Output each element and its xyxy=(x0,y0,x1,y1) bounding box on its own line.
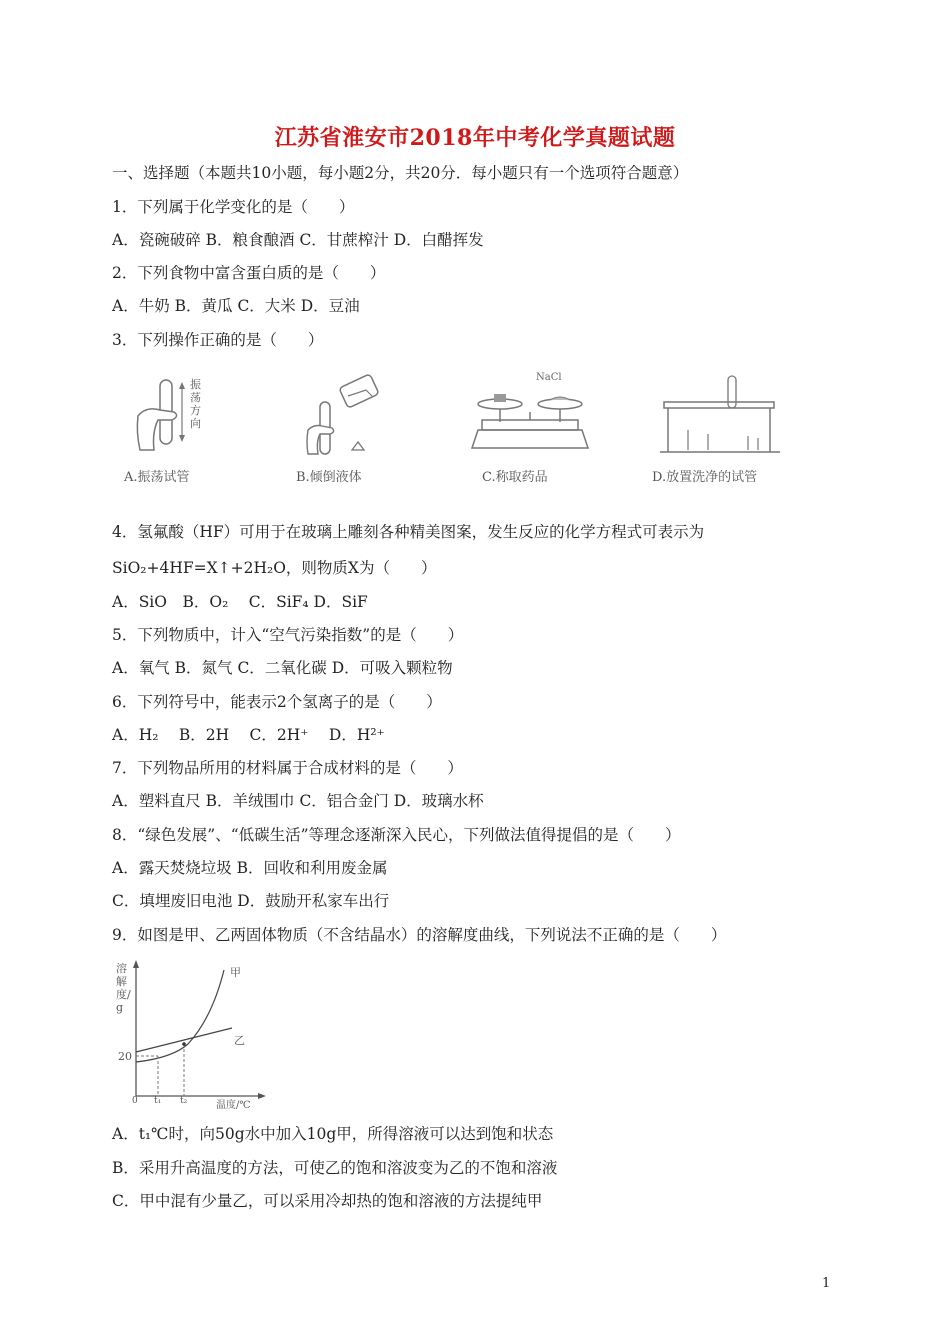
page-title: 江苏省淮安市2018年中考化学真题试题 xyxy=(274,125,676,151)
question-7-options: A．塑料直尺 B．羊绒围巾 C．铝合金门 D．玻璃水杯 xyxy=(112,792,484,810)
question-9-option-b: B．采用升高温度的方法，可使乙的饱和溶波变为乙的不饱和溶液 xyxy=(112,1159,558,1177)
x-tick-t2: t₂ xyxy=(180,1096,188,1106)
x-axis-arrow xyxy=(258,1093,266,1099)
question-1-options: A．瓷碗破碎 B．粮食酿酒 C．甘蔗榨汁 D．白醋挥发 xyxy=(112,231,484,249)
question-3-figures xyxy=(120,372,800,490)
figure-d-caption: D.放置洗净的试管 xyxy=(652,470,758,485)
question-9: 9．如图是甲、乙两固体物质（不含结晶水）的溶解度曲线，下列说法不正确的是（ ） xyxy=(112,926,727,944)
question-7: 7．下列物品所用的材料属于合成材料的是（ ） xyxy=(112,759,463,777)
question-6: 6．下列符号中，能表示2个氢离子的是（ ） xyxy=(112,693,442,711)
question-8-options-cd: C．填埋废旧电池 D．鼓励开私家车出行 xyxy=(112,892,390,910)
series-yi-label: 乙 xyxy=(234,1034,245,1047)
question-1: 1．下列属于化学变化的是（ ） xyxy=(112,198,355,216)
figure-a-caption: A.振荡试管 xyxy=(124,470,190,485)
question-3: 3．下列操作正确的是（ ） xyxy=(112,331,324,349)
figure-c-balance xyxy=(460,372,600,490)
curve-yi xyxy=(136,1028,232,1052)
x-axis-label: 温度/℃ xyxy=(216,1100,251,1111)
x-tick-t1: t₁ xyxy=(154,1096,162,1106)
question-2: 2．下列食物中富含蛋白质的是（ ） xyxy=(112,264,386,282)
figure-a-shake-tube xyxy=(120,372,240,490)
question-5: 5．下列物质中，计入“空气污染指数”的是（ ） xyxy=(112,626,464,644)
question-8-options-ab: A．露天焚烧垃圾 B．回收和利用废金属 xyxy=(112,859,388,877)
question-8: 8．“绿色发展”、“低碳生活”等理念逐渐深入民心，下列做法值得提倡的是（ ） xyxy=(112,826,681,844)
solubility-graph-svg xyxy=(112,956,272,1110)
y-axis-arrow xyxy=(133,960,139,968)
question-2-options: A．牛奶 B．黄瓜 C．大米 D．豆油 xyxy=(112,297,360,315)
figure-d-tube-rack xyxy=(648,372,798,490)
solubility-graph xyxy=(112,956,272,1110)
question-6-options: A．H₂ B．2H C．2H⁺ D．H²⁺ xyxy=(112,726,385,744)
y-tick-20: 20 xyxy=(118,1050,132,1063)
nacl-label: NaCl xyxy=(536,372,562,383)
page-number: 1 xyxy=(822,1276,831,1291)
figure-b-caption: B.倾倒液体 xyxy=(296,470,362,485)
y-axis-label: 溶解度/g xyxy=(116,962,131,1014)
question-5-options: A．氧气 B．氮气 C．二氧化碳 D．可吸入颗粒物 xyxy=(112,659,453,677)
series-jia-label: 甲 xyxy=(230,966,241,979)
question-4-line-2: SiO₂+4HF=X↑+2H₂O，则物质X为（ ） xyxy=(112,559,437,577)
question-9-option-c: C．甲中混有少量乙，可以采用冷却热的饱和溶液的方法提纯甲 xyxy=(112,1192,543,1210)
question-4-options: A．SiO B．O₂ C．SiF₄ D．SiF xyxy=(112,593,368,611)
x-tick-0: 0 xyxy=(132,1096,138,1106)
figure-b-pour-liquid xyxy=(292,372,412,490)
intersection-point xyxy=(182,1042,186,1046)
question-9-option-a: A．t₁℃时，向50g水中加入10g甲，所得溶液可以达到饱和状态 xyxy=(112,1125,554,1143)
section-heading: 一、选择题（本题共10小题，每小题2分，共20分．每小题只有一个选项符合题意） xyxy=(112,164,689,182)
figure-c-caption: C.称取药品 xyxy=(482,470,548,485)
shake-direction-label: 振荡方向 xyxy=(190,378,201,430)
question-4-line-1: 4．氢氟酸（HF）可用于在玻璃上雕刻各种精美图案，发生反应的化学方程式可表示为 xyxy=(112,523,705,541)
